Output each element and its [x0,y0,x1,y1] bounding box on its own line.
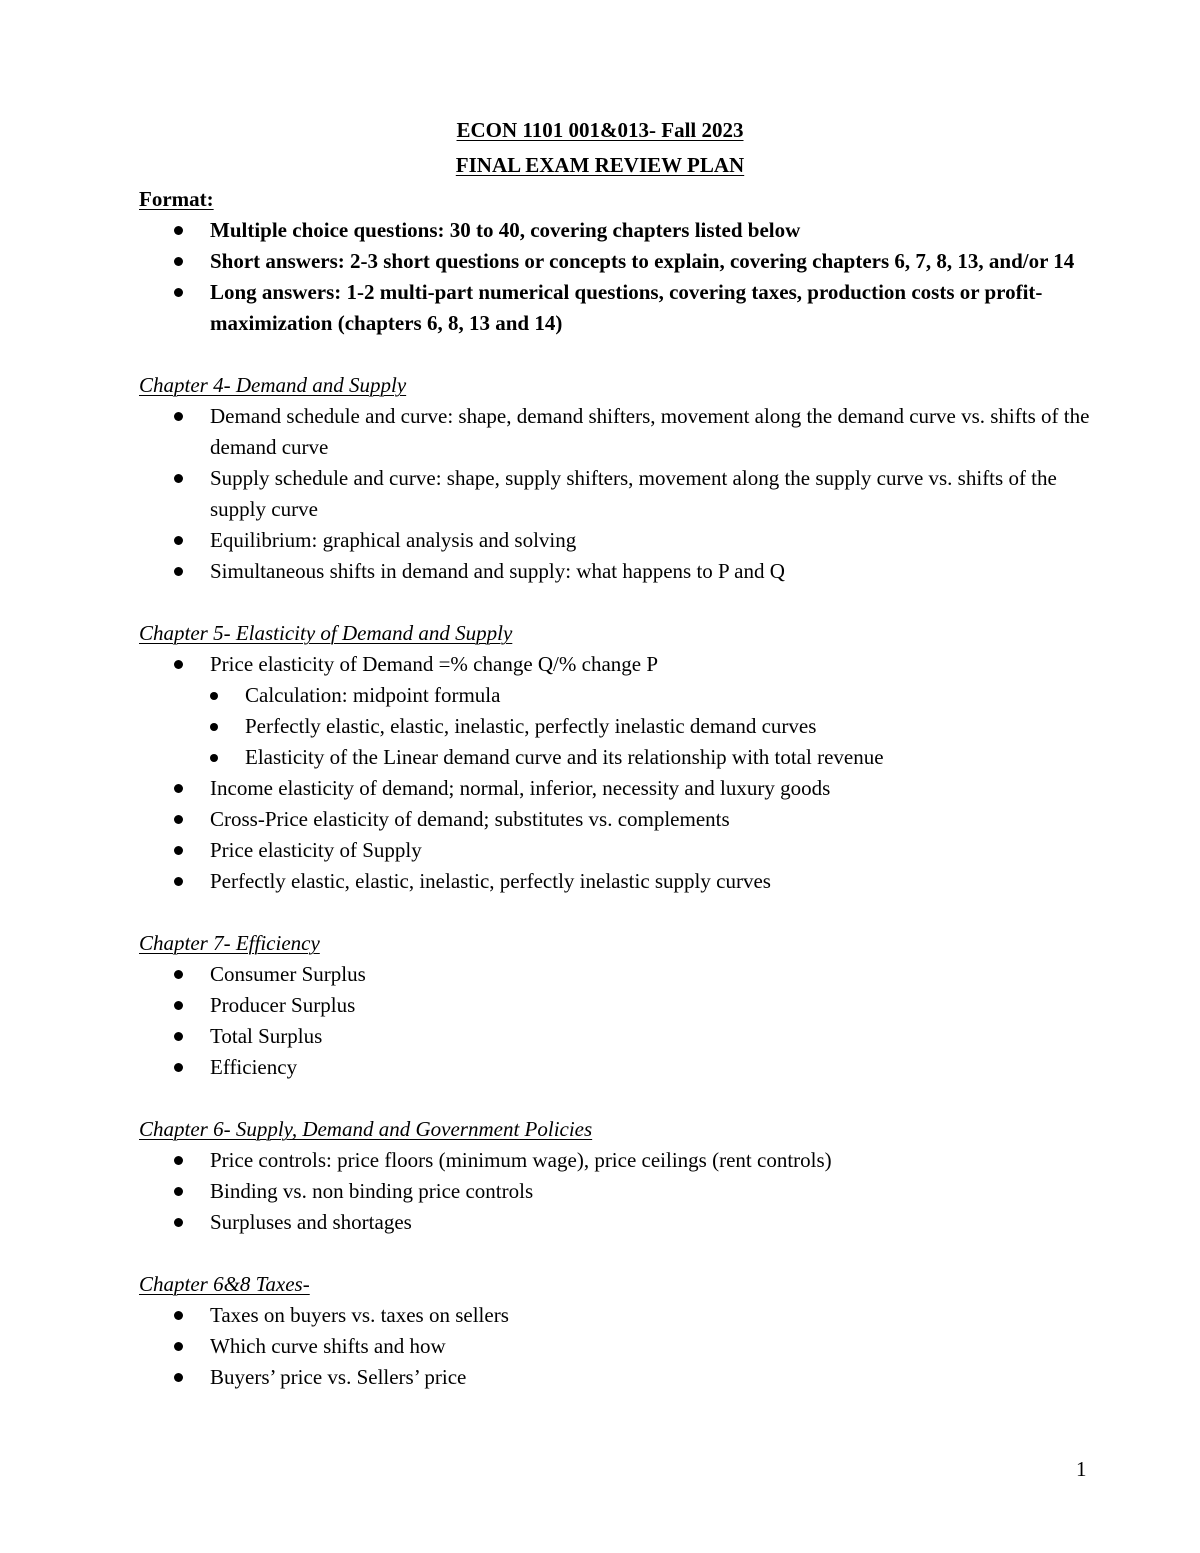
chapter-6-8-heading: Chapter 6&8 Taxes- [139,1272,310,1296]
list-item: Cross-Price elasticity of demand; substitutes vs. complements [139,804,1099,835]
list-item: Simultaneous shifts in demand and supply: what happens to P and Q [139,556,1099,587]
list-item: Buyers’ price vs. Sellers’ price [139,1362,1099,1393]
spacer [139,339,1099,370]
sub-list-item: Elasticity of the Linear demand curve and its relationship with total revenue [139,742,1099,773]
chapter-6-8-list [139,1300,1099,1393]
format-item-short-answers: Short answers: 2-3 short questions or concepts to explain, covering chapters 6, 7, 8, 13, and/or 14 [139,246,1099,277]
list-item: Supply schedule and curve: shape, supply shifters, movement along the supply curve vs. shifts of the supply curve [139,463,1099,525]
format-list [139,215,1099,339]
list-item: Efficiency [139,1052,1099,1083]
chapter-4-list [139,401,1099,587]
chapter-5-list-continued [139,773,1099,897]
chapter-5-heading: Chapter 5- Elasticity of Demand and Supply [139,621,513,645]
chapter-5-sublist [139,680,1099,773]
chapter-5-list [139,649,1099,680]
page-number: 1 [1076,1457,1087,1481]
spacer [139,1238,1099,1269]
spacer [139,1083,1099,1114]
list-item: Surpluses and shortages [139,1207,1099,1238]
sub-list-item: Calculation: midpoint formula [139,680,1099,711]
chapter-6-heading: Chapter 6- Supply, Demand and Government Policies [139,1117,593,1141]
chapter-7-list [139,959,1099,1083]
list-item: Income elasticity of demand; normal, inferior, necessity and luxury goods [139,773,1099,804]
format-label: Format: [139,187,214,211]
list-item: Perfectly elastic, elastic, inelastic, perfectly inelastic supply curves [139,866,1099,897]
spacer [139,897,1099,928]
document-title: ECON 1101 001&013- Fall 2023 [456,118,744,142]
list-item: Price elasticity of Supply [139,835,1099,866]
list-item: Total Surplus [139,1021,1099,1052]
document-body [139,184,1099,1393]
list-item: Binding vs. non binding price controls [139,1176,1099,1207]
format-item-multiple-choice: Multiple choice questions: 30 to 40, covering chapters listed below [139,215,1099,246]
list-item: Consumer Surplus [139,959,1099,990]
list-item: Price controls: price floors (minimum wage), price ceilings (rent controls) [139,1145,1099,1176]
sub-list-item: Perfectly elastic, elastic, inelastic, perfectly inelastic demand curves [139,711,1099,742]
list-item: Equilibrium: graphical analysis and solving [139,525,1099,556]
list-item: Taxes on buyers vs. taxes on sellers [139,1300,1099,1331]
list-item: Price elasticity of Demand =% change Q/% change P [139,649,1099,680]
chapter-7-heading: Chapter 7- Efficiency [139,931,320,955]
chapter-6-list [139,1145,1099,1238]
list-item: Producer Surplus [139,990,1099,1021]
document-subtitle: FINAL EXAM REVIEW PLAN [455,153,745,177]
list-item: Demand schedule and curve: shape, demand shifters, movement along the demand curve vs. shifts of the demand curve [139,401,1099,463]
format-item-long-answers: Long answers: 1-2 multi-part numerical questions, covering taxes, production costs or profit-maximization (chapters 6, 8, 13 and 14) [139,277,1099,339]
spacer [139,587,1099,618]
list-item: Which curve shifts and how [139,1331,1099,1362]
chapter-4-heading: Chapter 4- Demand and Supply [139,373,407,397]
